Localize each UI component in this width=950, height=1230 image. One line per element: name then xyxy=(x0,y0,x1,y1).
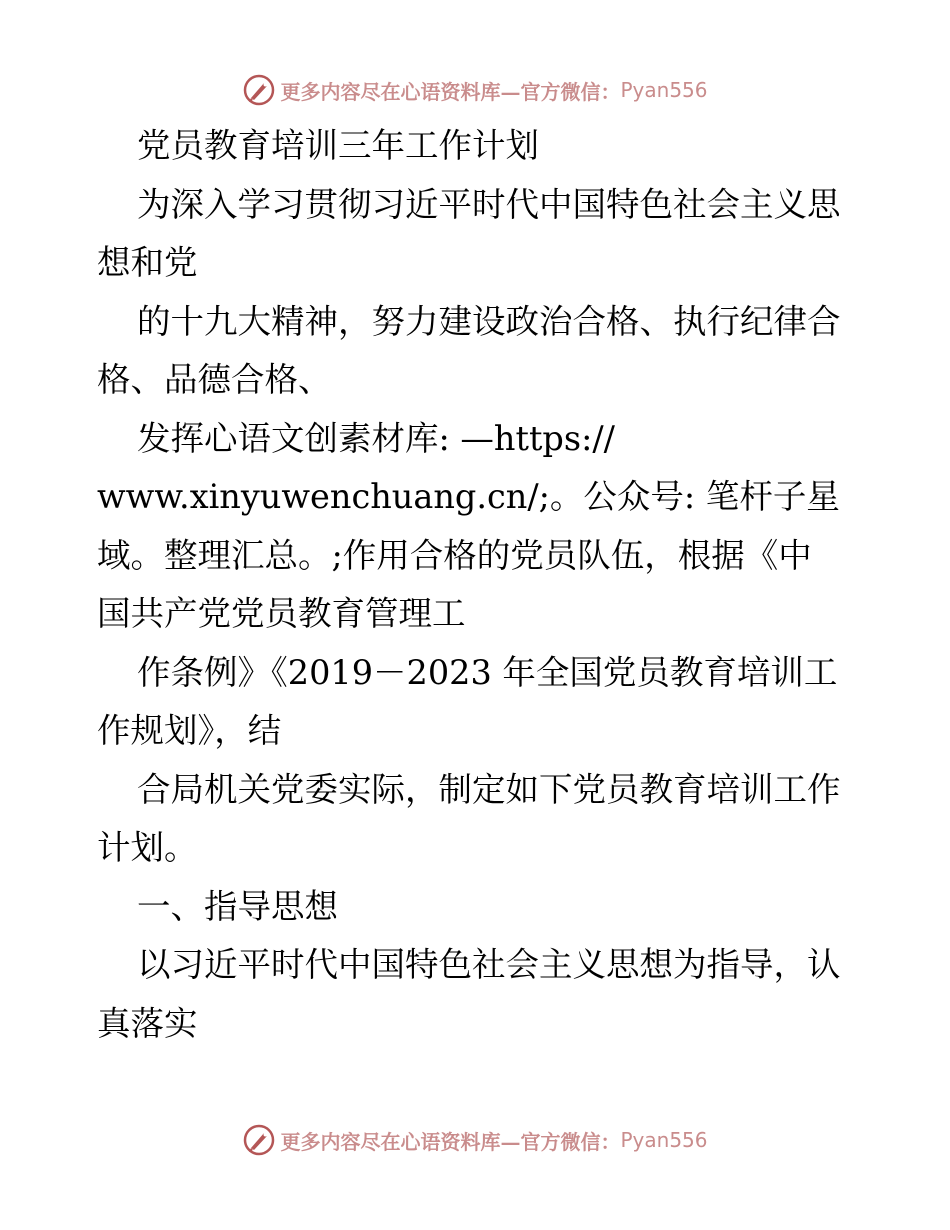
text-line: 发挥心语文创素材库: —https:// xyxy=(137,418,615,458)
banner-text: 更多内容尽在心语资料库—官方微信： xyxy=(280,1129,621,1154)
pen-emblem-icon xyxy=(242,1123,276,1157)
text-line: 想和党 xyxy=(97,243,198,282)
text-line: 合局机关党委实际，制定如下党员教育培训工作 xyxy=(137,769,841,809)
text-line: 国共产党党员教育管理工 xyxy=(97,594,466,633)
text-line: 真落实 xyxy=(97,1003,198,1043)
document-title: 党员教育培训三年工作计划 xyxy=(137,126,539,165)
text-line: 为深入学习贯彻习近平时代中国特色社会主义思 xyxy=(137,184,841,224)
text-line: 以习近平时代中国特色社会主义思想为指导，认 xyxy=(137,945,841,984)
text-line: 作条例》《2019－2023 年全国党员教育培训工 xyxy=(137,652,838,692)
footer-banner xyxy=(0,1120,950,1160)
text-line: 作规划》，结 xyxy=(97,711,282,750)
text-line: 域。整理汇总。;作用合格的党员队伍，根据《中 xyxy=(97,535,812,575)
header-banner xyxy=(0,70,950,110)
pen-emblem-icon xyxy=(242,73,276,107)
banner-account: Pyan556 xyxy=(620,78,708,102)
section-heading: 一、指导思想 xyxy=(137,886,338,926)
banner-account: Pyan556 xyxy=(620,1128,708,1152)
text-line: 的十九大精神，努力建设政治合格、执行纪律合 xyxy=(137,301,841,341)
text-line: 格、品德合格、 xyxy=(97,360,332,399)
text-line: 计划。 xyxy=(97,828,198,867)
text-line: www.xinyuwenchuang.cn/;。公众号: 笔杆子星 xyxy=(97,477,840,516)
document-body xyxy=(97,117,857,1053)
banner-text: 更多内容尽在心语资料库—官方微信： xyxy=(280,79,621,104)
